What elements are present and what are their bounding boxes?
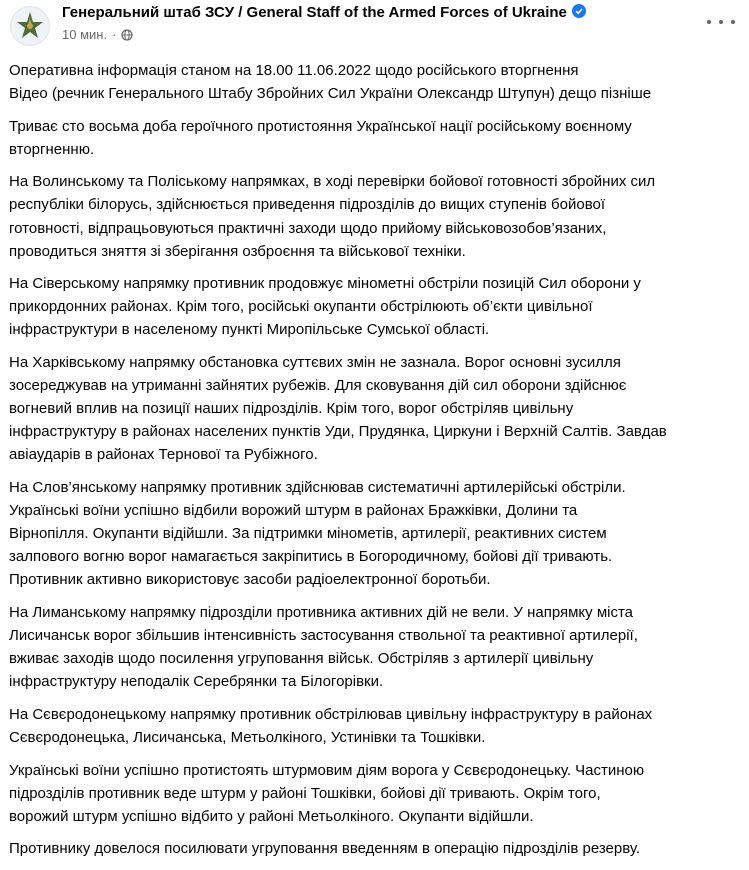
post-text-line: ворожий штурм успішно відбито у районі Метьолкіного. Окупанти відійшли. <box>9 807 534 825</box>
post-text-line: зосереджував на утриманні зайнятих рубежів. Для сковування дій сил оборони здійснює <box>9 377 627 395</box>
general-staff-emblem-icon <box>11 7 49 45</box>
post-paragraph <box>9 601 741 693</box>
post-paragraph <box>9 759 741 828</box>
post-paragraph <box>9 170 741 262</box>
post-text-line: На Волинському та Поліському напрямках, в ході перевірки бойової готовності збройних сил <box>9 173 656 191</box>
post-text-line: Лисичанськ ворог збільшив інтенсивність застосування ствольної та реактивної артилерії, <box>9 627 638 645</box>
post-paragraph <box>9 703 741 749</box>
globe-icon[interactable] <box>121 29 133 44</box>
post-text-line: На Харківському напрямку обстановка суттєвих змін не зазнала. Ворог основні зусилля <box>9 354 621 372</box>
post-text-line: вогневий вплив на позиції наших підрозділів. Крім того, ворог обстріляв цивільну <box>9 400 574 418</box>
post-timestamp[interactable]: 10 мин. <box>62 27 108 42</box>
post-text-line: Відео (речник Генерального Штабу Збройних Сил України Олександр Штупун) дещо пізніше <box>9 85 652 103</box>
post-text-line: Оперативна інформація станом на 18.00 11.06.2022 щодо російського вторгнення <box>9 62 579 79</box>
post-text-line: залпового вогню ворог намагається закріпитись в Богородичному, бойові дії тривають. <box>9 548 613 566</box>
meta-separator: · <box>112 27 117 42</box>
page-avatar[interactable] <box>10 6 50 46</box>
page-name-link[interactable] <box>62 4 586 21</box>
post-text-line: інфраструктури в населеному пункті Миропільське Сумської області. <box>9 321 490 339</box>
post-text-line: На Слов’янському напрямку противник здійснював систематичні артилерійські обстріли. <box>9 479 626 496</box>
page-name[interactable]: Генеральний штаб ЗСУ / General Staff of the Armed Forces of Ukraine <box>62 4 567 21</box>
post-text-line: готовності, відпрацьовуються практичні заходи щодо прийому військовозобов’язаних, <box>9 219 607 237</box>
post-text-line: авіаударів в районах Тернової та Рубіжного. <box>9 446 318 464</box>
post-text-line: вторгненню. <box>9 140 95 158</box>
post-header <box>0 0 749 56</box>
post-text-line: Противнику довелося посилювати угруповання введенням в операцію підрозділів резерву. <box>9 840 641 858</box>
post-text-line: Вірнопілля. Окупанти відійшли. За підтримки мінометів, артилерії, реактивних систем <box>9 525 607 543</box>
post-text-line: На Сіверському напрямку противник продовжує мінометні обстріли позицій Сил оборони у <box>9 275 641 293</box>
post-text-line: Триває сто восьма доба героїчного протистояння Української нації російському воєнному <box>9 117 632 135</box>
post-text-line: інфраструктуру неподалік Серебрянки та Білогорівки. <box>9 673 384 691</box>
post-text-line: Українські воїни успішно протистоять штурмовим діям ворога у Сєвєродонецьку. Частиною <box>9 761 645 779</box>
post-text-line: підрозділів противник веде штурм у районі Тошківки, бойові дії тривають. Окрім того, <box>9 784 601 802</box>
post-text-line: вживає заходів щодо посилення угруповання військ. Обстріляв з артилерії цивільну <box>9 650 594 668</box>
post-paragraph <box>9 837 741 860</box>
post-text-line: Українські воїни успішно відбили ворожий штурм в районах Бражківки, Долини та <box>9 502 578 520</box>
post-paragraph <box>9 351 741 466</box>
post-text-line: прикордонних районах. Крім того, російські окупанти обстрілюють об’єкти цивільної <box>9 298 593 316</box>
post-text-line: Противник активно використовує засоби радіоелектронної боротьби. <box>9 571 491 589</box>
post-paragraph <box>9 476 741 591</box>
post-body <box>9 59 741 870</box>
post-text-line: На Лиманському напрямку підрозділи противника активних дій не вели. У напрямку міста <box>9 603 634 621</box>
post-paragraph <box>9 272 741 341</box>
verified-badge-icon <box>572 4 586 18</box>
more-options-icon[interactable] <box>707 12 735 32</box>
post-paragraph <box>9 59 741 105</box>
post-meta <box>62 27 133 44</box>
post-text-line: Сєвєродонецька, Лисичанська, Метьолкіного, Устинівки та Тошківки. <box>9 728 486 746</box>
post-text-line: проводиться зняття зі зберігання озброєння та військової техніки. <box>9 242 466 260</box>
post-text-line: На Сєвєродонецькому напрямку противник обстрілював цивільну інфраструктуру в районах <box>9 705 653 723</box>
post-paragraph <box>9 115 741 161</box>
post-text-line: республіки білорусь, здійснюється приведення підрозділів до вищих ступенів бойової <box>9 196 606 214</box>
post-text-line: інфраструктуру в районах населених пунктів Уди, Прудянка, Циркуни і Верхній Салтів. Завдав <box>9 423 667 441</box>
